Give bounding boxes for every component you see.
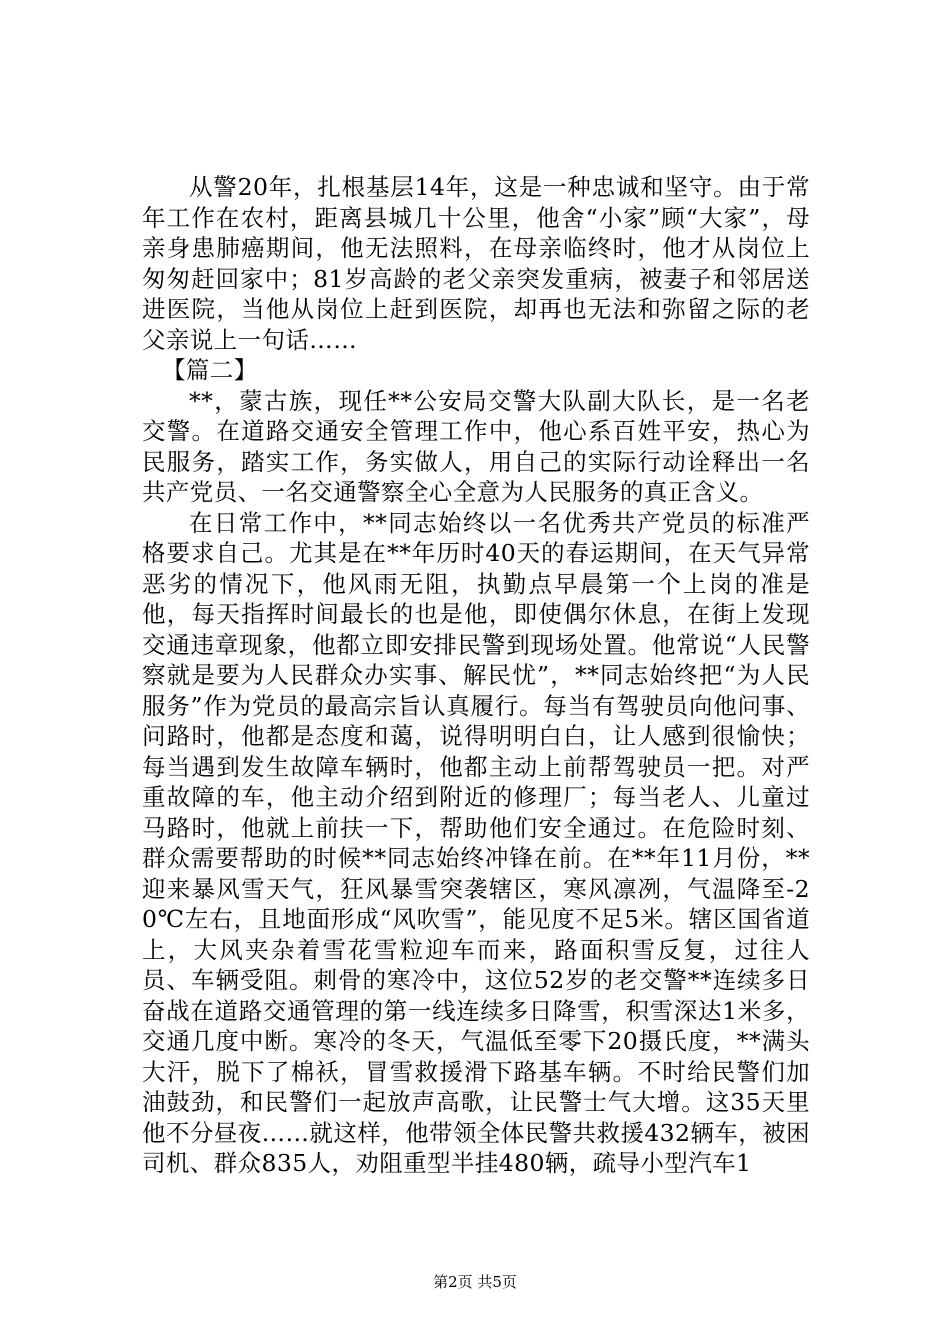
section-heading: 【篇二】 bbox=[162, 356, 258, 384]
page-footer: 第2页 共5页 bbox=[433, 1273, 517, 1291]
paragraph-daily-work: 在日常工作中，**同志始终以一名优秀共产党员的标准严格要求自己。尤其是在**年历时40天的春运期间，在天气异常恶劣的情况下，他风雨无阻，执勤点早晨第一个上岗的准是他，每天指挥时间最长的也是他，即使偶尔休息，在街上发现交通违章现象，他都立即安排民警到现场处置。他常说“人民警察就是要为人民群众办实事、解民忧”，**同志始终把“为人民服务”作为党员的最高宗旨认真履行。每当有驾驶员向他问事、问路时，他都是态度和蔼，说得明明白白，让人感到很愉快；每当遇到发生故障车辆时，他都主动上前帮驾驶员一把。对严重故障的车，他主动介绍到附近的修理厂；每当老人、儿童过马路时，他就上前扶一下，帮助他们安全通过。在危险时刻、群众需要帮助的时候**同志始终冲锋在前。在**年11月份，**迎来暴风雪天气，狂风暴雪突袭辖区，寒风凛冽，气温降至-20℃左右，且地面形成“风吹雪”，能见度不足5米。辖区国省道上，大风夹杂着雪花雪粒迎车而来，路面积雪反复，过往人员、车辆受阻。刺骨的寒冷中，这位52岁的老交警**连续多日奋战在道路交通管理的第一线连续多日降雪，积雪深达1米多，交通几度中断。寒冷的冬天，气温低至零下20摄氏度，**满头大汗，脱下了棉袄，冒雪救援滑下路基车辆。不时给民警们加油鼓劲，和民警们一起放声高歌，让民警士气大增。这35天里他不分昼夜……就这样，他带领全体民警共救援432辆车，被困司机、群众835人，劝阻重型半挂480辆，疏导小型汽车1 bbox=[142, 508, 810, 1177]
paragraph-family-sacrifice: 从警20年，扎根基层14年，这是一种忠诚和坚守。由于常年工作在农村，距离县城几十公里，他舍“小家”顾“大家”，母亲身患肺癌期间，他无法照料，在母亲临终时，他才从岗位上匆匆赶回家中；81岁高龄的老父亲突发重病，被妻子和邻居送进医院，当他从岗位上赶到医院，却再也无法和弥留之际的老父亲说上一句话…… bbox=[142, 173, 810, 354]
paragraph-introduction: **，蒙古族，现任**公安局交警大队副大队长，是一名老交警。在道路交通安全管理工作中，他心系百姓平安，热心为民服务，踏实工作，务实做人，用自己的实际行动诠释出一名共产党员、一名交通警察全心全意为人民服务的真正含义。 bbox=[142, 386, 810, 506]
document-body bbox=[142, 172, 810, 1179]
